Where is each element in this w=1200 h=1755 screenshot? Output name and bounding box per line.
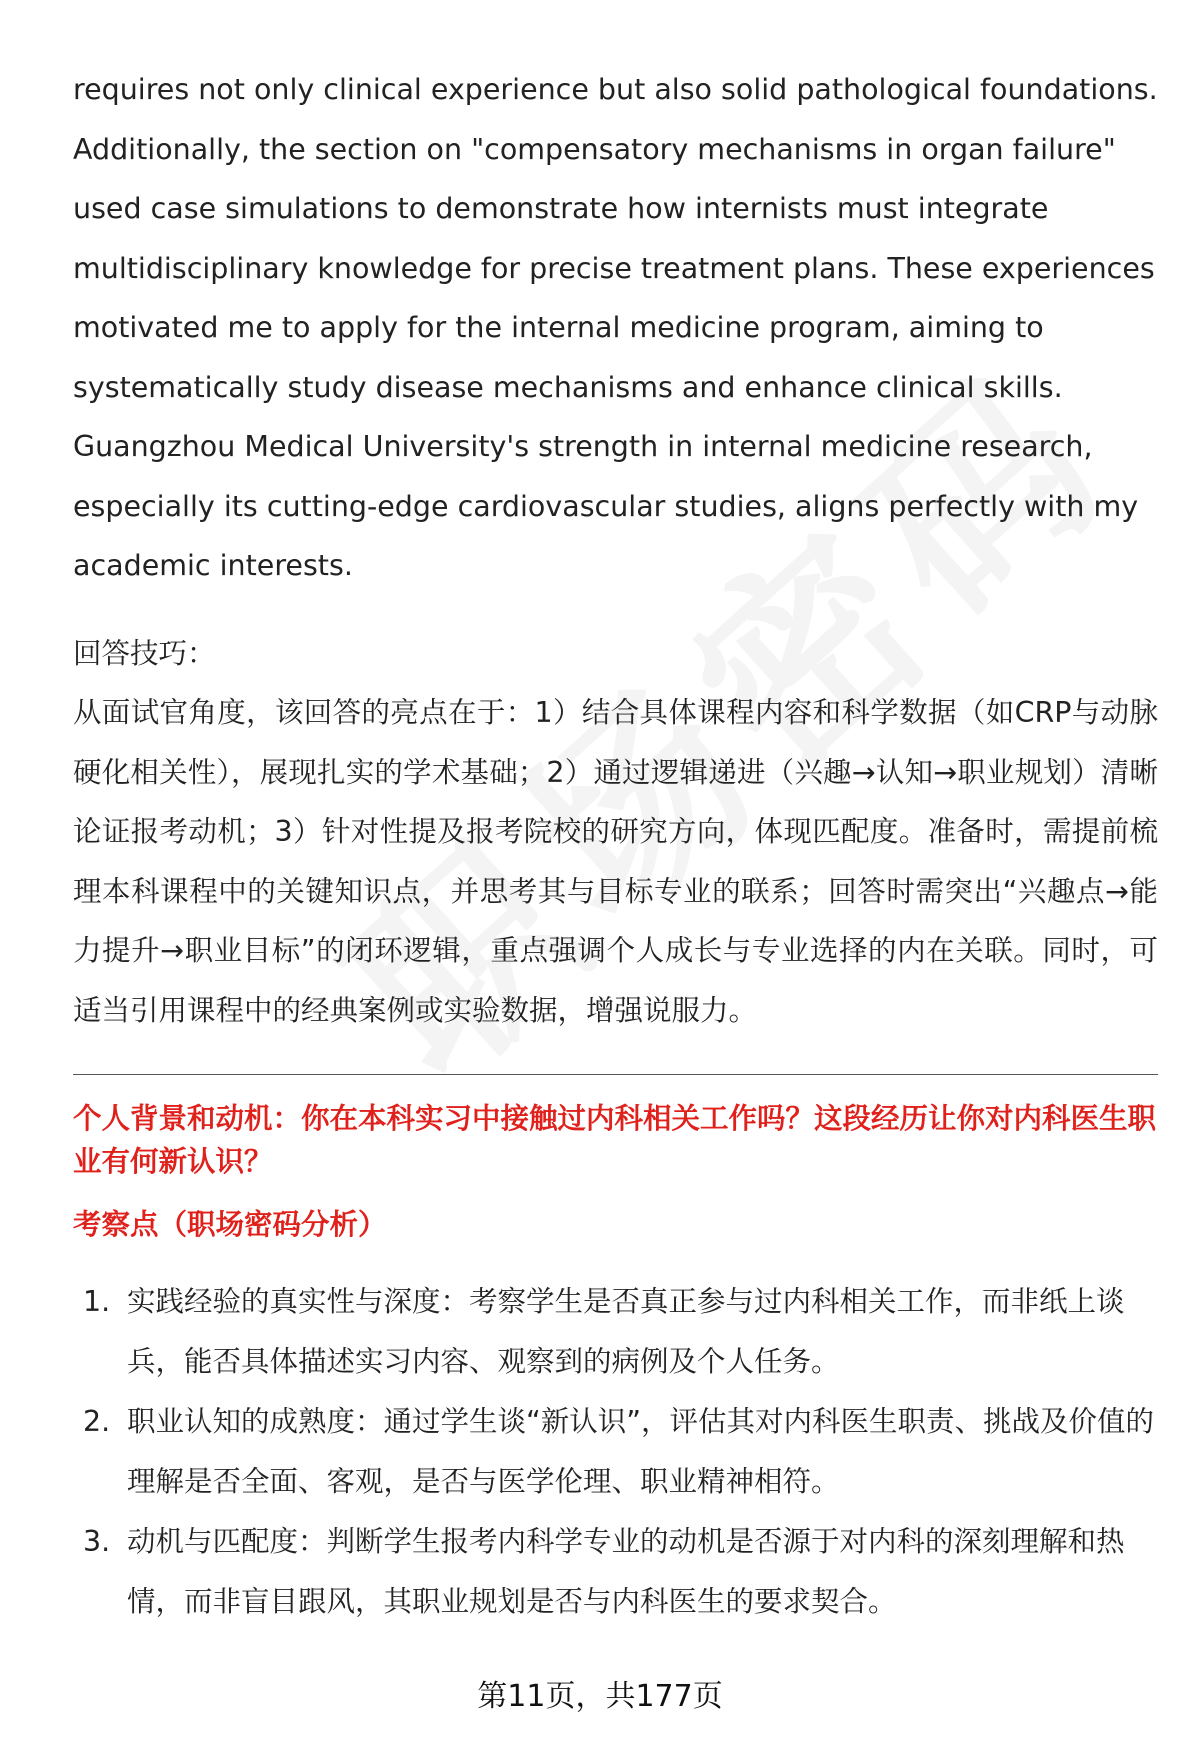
assessment-points-list [73,1272,1158,1632]
list-item [73,1392,1158,1512]
english-paragraph: requires not only clinical experience but also solid pathological foundations. Additionally, the section on "compensatory mechanisms in organ failure" used case simulations to demonstrate how internists must integrate multidisciplinary knowledge for precise treatment plans. These experiences motivated me to apply for the internal medicine program, aiming to systematically study disease mechanisms and enhance clinical skills. Guangzhou Medical University's strength in internal medicine research, especially its cutting-edge cardiovascular studies, aligns perfectly with my academic interests. [73,73,1158,582]
page-content [73,60,1158,1632]
list-item-number: 2. [83,1405,111,1438]
assessment-points-heading: 考察点（职场密码分析） [73,1208,387,1241]
list-item-text: 动机与匹配度：判断学生报考内科学专业的动机是否源于对内科的深刻理解和热情，而非盲目跟风，其职业规划是否与内科医生的要求契合。 [127,1525,1125,1618]
page-number-footer: 第11页，共177页 [477,1679,723,1714]
list-item-text: 职业认知的成熟度：通过学生谈“新认识”，评估其对内科医生职责、挑战及价值的理解是否全面、客观，是否与医学伦理、职业精神相符。 [127,1405,1155,1498]
list-item-number: 3. [83,1525,111,1558]
section-divider [73,1074,1158,1075]
tips-title: 回答技巧： [73,636,216,670]
list-item [73,1272,1158,1392]
question-heading: 个人背景和动机：你在本科实习中接触过内科相关工作吗？这段经历让你对内科医生职业有何新认识？ [73,1102,1157,1178]
list-item-number: 1. [83,1285,111,1318]
list-item [73,1512,1158,1632]
tips-body: 从面试官角度，该回答的亮点在于：1）结合具体课程内容和科学数据（如CRP与动脉硬化相关性），展现扎实的学术基础；2）通过逻辑递进（兴趣→认知→职业规划）清晰论证报考动机；3）针对性提及报考院校的研究方向，体现匹配度。准备时，需提前梳理本科课程中的关键知识点，并思考其与目标专业的联系；回答时需突出“兴趣点→能力提升→职业目标”的闭环逻辑，重点强调个人成长与专业选择的内在关联。同时，可适当引用课程中的经典案例或实验数据，增强说服力。 [73,696,1158,1027]
list-item-text: 实践经验的真实性与深度：考察学生是否真正参与过内科相关工作，而非纸上谈兵，能否具体描述实习内容、观察到的病例及个人任务。 [127,1285,1125,1378]
